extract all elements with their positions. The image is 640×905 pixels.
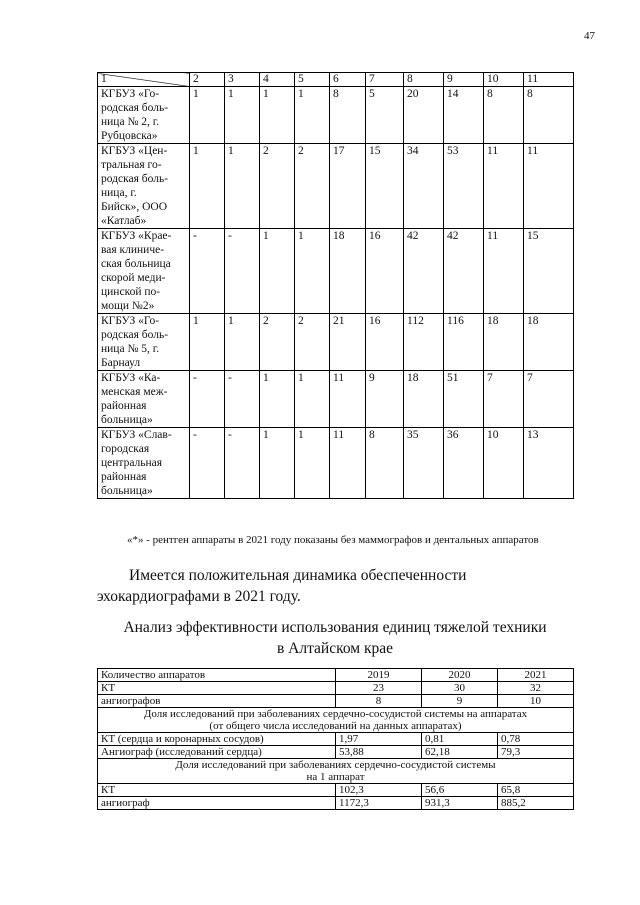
- hospital-name: КГБУЗ «Го- родская боль- ница № 5, г. Барнаул: [98, 314, 190, 371]
- hospital-name: КГБУЗ «Цен- тральная го- родская боль- ница, г. Бийск», ООО «Катлаб»: [98, 144, 190, 229]
- heavy-equipment-table: [97, 668, 574, 810]
- row-label: ангиограф: [98, 797, 336, 810]
- per-unit-row: [98, 797, 574, 810]
- value-col-3: 1: [225, 87, 260, 144]
- value-col-4: 1: [260, 428, 295, 499]
- column-number-7: 7: [366, 73, 404, 87]
- hospital-row: [98, 144, 574, 229]
- value-col-7: 16: [366, 229, 404, 314]
- column-number-5: 5: [295, 73, 330, 87]
- value-col-7: 9: [366, 371, 404, 428]
- value-col-5: 2: [295, 144, 330, 229]
- value-col-10: 10: [484, 428, 524, 499]
- value-col-10: 18: [484, 314, 524, 371]
- value-col-3: -: [225, 371, 260, 428]
- row-label: ангиографов: [98, 695, 336, 708]
- value-col-6: 8: [330, 87, 366, 144]
- hospital-name: КГБУЗ «Го- родская боль- ница № 2, г. Рубцовска»: [98, 87, 190, 144]
- value-col-7: 16: [366, 314, 404, 371]
- value-col-10: 8: [484, 87, 524, 144]
- hospital-equipment-table: [97, 72, 574, 499]
- value-col-5: 1: [295, 87, 330, 144]
- column-number-2: 2: [190, 73, 225, 87]
- value-col-11: 8: [524, 87, 574, 144]
- header-2019: 2019: [336, 669, 422, 682]
- page-number: 47: [584, 30, 595, 42]
- value-col-7: 8: [366, 428, 404, 499]
- value-col-9: 116: [444, 314, 484, 371]
- row-label: КТ: [98, 682, 336, 695]
- value-col-9: 36: [444, 428, 484, 499]
- section2-header: Доля исследований при заболеваниях сердечно-сосудистой системы на 1 аппарат: [98, 759, 574, 784]
- value-col-11: 11: [524, 144, 574, 229]
- value-col-4: 2: [260, 314, 295, 371]
- cell-2019: 8: [336, 695, 422, 708]
- column-number-11: 11: [524, 73, 574, 87]
- hospital-name: КГБУЗ «Ка- менская меж- районная больница»: [98, 371, 190, 428]
- share-row: [98, 733, 574, 746]
- hospital-row: [98, 87, 574, 144]
- section-row: [98, 759, 574, 784]
- count-row: [98, 695, 574, 708]
- value-col-5: 1: [295, 229, 330, 314]
- hospital-row: [98, 314, 574, 371]
- value-col-8: 34: [404, 144, 444, 229]
- column-number-9: 9: [444, 73, 484, 87]
- value-col-7: 5: [366, 87, 404, 144]
- cell-2019: 23: [336, 682, 422, 695]
- value-col-4: 1: [260, 371, 295, 428]
- section1-header: Доля исследований при заболеваниях сердечно-сосудистой системы на аппаратах (от общего числа исследований на данных аппаратах): [98, 708, 574, 733]
- value-col-5: 1: [295, 371, 330, 428]
- value-col-8: 18: [404, 371, 444, 428]
- value-col-8: 35: [404, 428, 444, 499]
- column-number-10: 10: [484, 73, 524, 87]
- value-col-3: 1: [225, 314, 260, 371]
- header-2021: 2021: [498, 669, 574, 682]
- footnote: «*» - рентген аппараты в 2021 году показаны без маммографов и дентальных аппаратов: [127, 534, 539, 546]
- value-col-11: 15: [524, 229, 574, 314]
- row-label: Ангиограф (исследований сердца): [98, 746, 336, 759]
- value-col-4: 1: [260, 87, 295, 144]
- header-2020: 2020: [422, 669, 498, 682]
- table2-header-row: [98, 669, 574, 682]
- column-number-6: 6: [330, 73, 366, 87]
- value-col-9: 53: [444, 144, 484, 229]
- count-row: [98, 682, 574, 695]
- cell-2020: 931,3: [422, 797, 498, 810]
- value-col-5: 1: [295, 428, 330, 499]
- value-col-2: 1: [190, 144, 225, 229]
- cell-2020: 30: [422, 682, 498, 695]
- value-col-8: 42: [404, 229, 444, 314]
- value-col-3: 1: [225, 144, 260, 229]
- value-col-9: 14: [444, 87, 484, 144]
- header-label: Количество аппаратов: [98, 669, 336, 682]
- hospital-row: [98, 428, 574, 499]
- value-col-11: 7: [524, 371, 574, 428]
- value-col-2: -: [190, 229, 225, 314]
- cell-2020: 56,6: [422, 784, 498, 797]
- section-row: [98, 708, 574, 733]
- value-col-2: -: [190, 371, 225, 428]
- value-col-4: 2: [260, 144, 295, 229]
- cell-2021: 0,78: [498, 733, 574, 746]
- value-col-2: 1: [190, 314, 225, 371]
- cell-2019: 53,88: [336, 746, 422, 759]
- cell-2019: 102,3: [336, 784, 422, 797]
- value-col-9: 51: [444, 371, 484, 428]
- hospital-table-body: [98, 73, 574, 499]
- cell-2021: 65,8: [498, 784, 574, 797]
- value-col-11: 13: [524, 428, 574, 499]
- value-col-6: 18: [330, 229, 366, 314]
- hospital-name: КГБУЗ «Крае- вая клиниче- ская больница скорой меди- цинской по- мощи №2»: [98, 229, 190, 314]
- section-title: Анализ эффективности использования единиц тяжелой техники в Алтайском крае: [123, 619, 547, 657]
- hospital-name: КГБУЗ «Слав- городская центральная районная больница»: [98, 428, 190, 499]
- cell-2020: 9: [422, 695, 498, 708]
- column-number-3: 3: [225, 73, 260, 87]
- value-col-5: 2: [295, 314, 330, 371]
- cell-2021: 10: [498, 695, 574, 708]
- value-col-8: 20: [404, 87, 444, 144]
- cell-2021: 885,2: [498, 797, 574, 810]
- value-col-2: -: [190, 428, 225, 499]
- cell-2020: 0,81: [422, 733, 498, 746]
- value-col-10: 11: [484, 229, 524, 314]
- per-unit-row: [98, 784, 574, 797]
- cell-2019: 1172,3: [336, 797, 422, 810]
- value-col-3: -: [225, 229, 260, 314]
- column-number-1: 1: [98, 73, 190, 87]
- value-col-10: 7: [484, 371, 524, 428]
- value-col-9: 42: [444, 229, 484, 314]
- value-col-7: 15: [366, 144, 404, 229]
- value-col-6: 21: [330, 314, 366, 371]
- cell-2021: 79,3: [498, 746, 574, 759]
- cell-2020: 62,18: [422, 746, 498, 759]
- hospital-row: [98, 371, 574, 428]
- value-col-4: 1: [260, 229, 295, 314]
- value-col-11: 18: [524, 314, 574, 371]
- value-col-3: -: [225, 428, 260, 499]
- table1-header-row: [98, 73, 574, 87]
- cell-2021: 32: [498, 682, 574, 695]
- cell-2019: 1,97: [336, 733, 422, 746]
- value-col-2: 1: [190, 87, 225, 144]
- row-label: КТ (сердца и коронарных сосудов): [98, 733, 336, 746]
- share-row: [98, 746, 574, 759]
- row-label: КТ: [98, 784, 336, 797]
- column-number-8: 8: [404, 73, 444, 87]
- value-col-10: 11: [484, 144, 524, 229]
- value-col-6: 11: [330, 371, 366, 428]
- paragraph: Имеется положительная динамика обеспеченности эхокардиографами в 2021 году.: [97, 567, 467, 605]
- hospital-row: [98, 229, 574, 314]
- value-col-6: 17: [330, 144, 366, 229]
- value-col-6: 11: [330, 428, 366, 499]
- column-number-4: 4: [260, 73, 295, 87]
- value-col-8: 112: [404, 314, 444, 371]
